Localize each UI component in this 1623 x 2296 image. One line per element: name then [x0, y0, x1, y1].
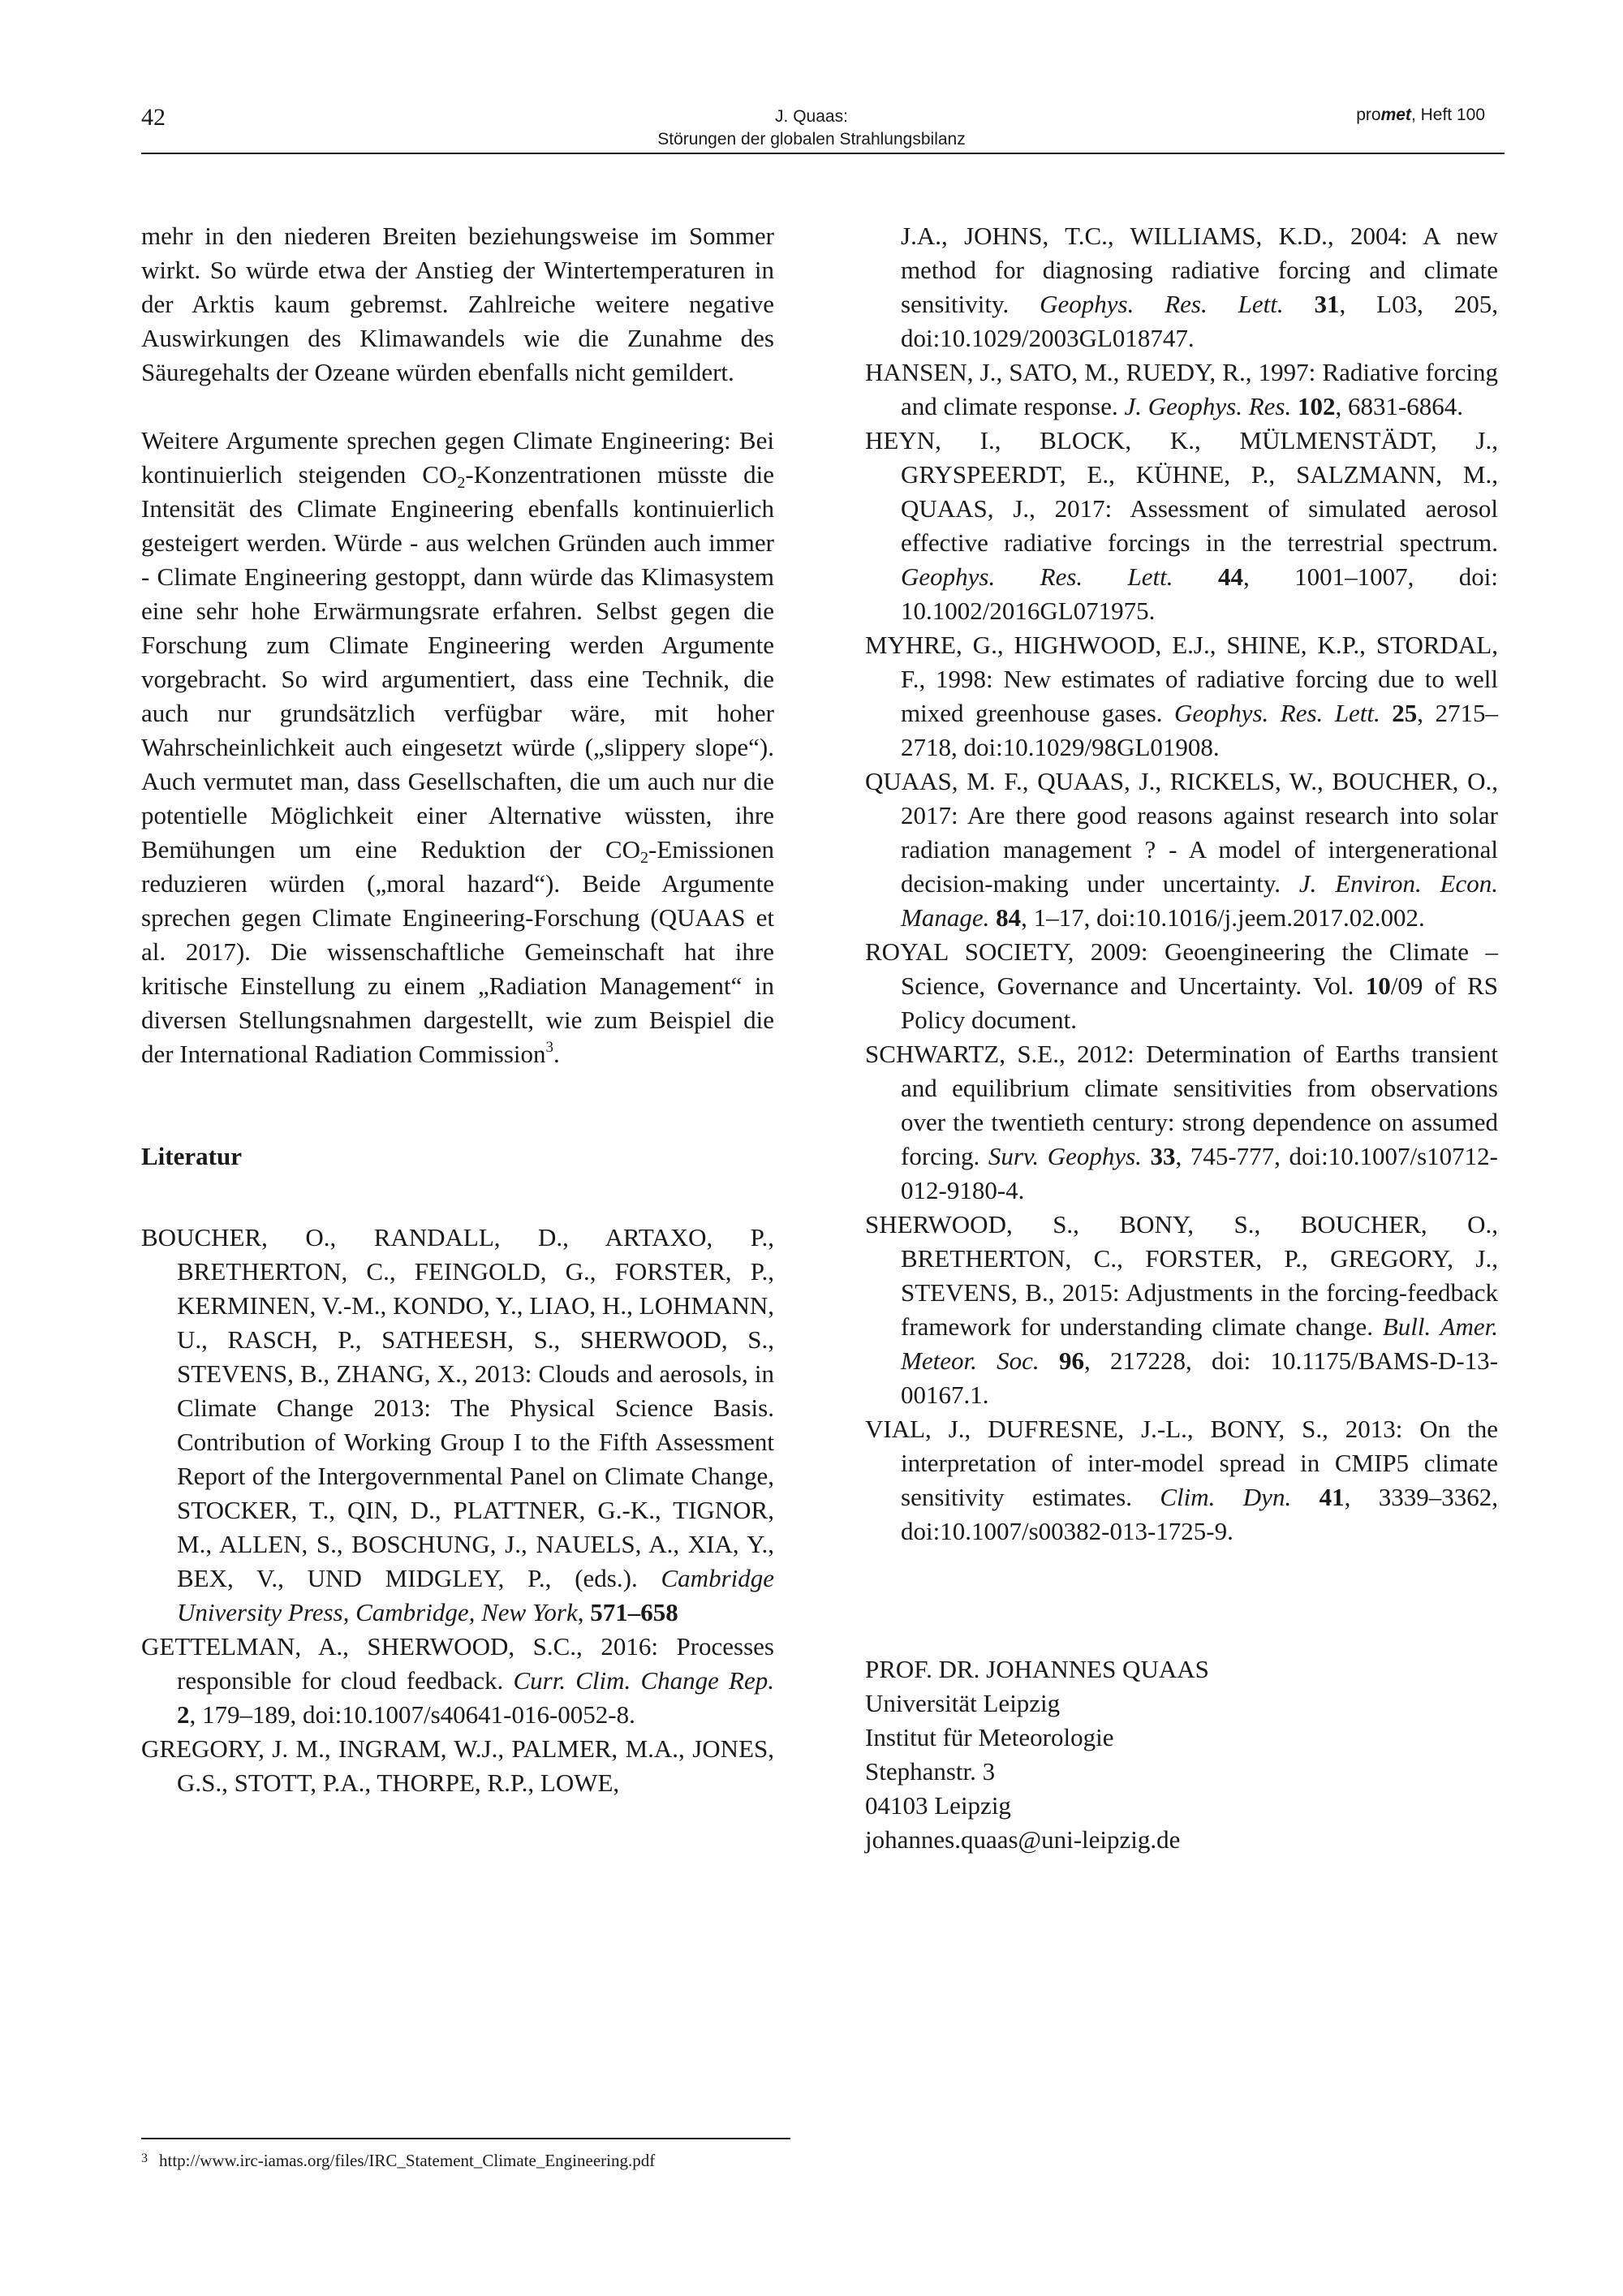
reference-item: GETTELMAN, A., SHERWOOD, S.C., 2016: Processes responsible for cloud feedback. Curr. Clim. Change Rep. 2, 179–189, doi:10.1007/s40641-016-0052-8.	[141, 1632, 774, 1729]
reference-item: QUAAS, M. F., QUAAS, J., RICKELS, W., BOUCHER, O., 2017: Are there good reasons against research into solar radiation management ? - A model of intergenerational decision-making under uncertainty. J. Environ. Econ. Manage. 84, 1–17, doi:10.1016/j.jeem.2017.02.002.	[865, 767, 1498, 932]
author-street: Stephanstr. 3	[865, 1757, 996, 1786]
footnote	[141, 2147, 655, 2172]
footnote-ref[interactable]: 3	[545, 1039, 553, 1056]
journal-issue: , Heft 100	[1410, 106, 1485, 124]
reference-list-right	[865, 219, 1498, 1549]
footnote-mark: 3	[141, 2152, 148, 2165]
reference-list-left	[141, 1221, 774, 1800]
footnote-rule	[141, 2138, 790, 2139]
running-head-author: J. Quaas:	[775, 107, 848, 126]
left-column	[141, 219, 774, 1800]
journal-mark	[1356, 106, 1485, 125]
header-rule	[141, 153, 1505, 154]
reference-item: ROYAL SOCIETY, 2009: Geoengineering the Climate – Science, Governance and Uncertainty. Vol. 10/09 of RS Policy document.	[865, 937, 1498, 1034]
reference-item: BOUCHER, O., RANDALL, D., ARTAXO, P., BRETHERTON, C., FEINGOLD, G., FORSTER, P., KERMINEN, V.-M., KONDO, Y., LIAO, H., LOHMANN, U., RASCH, P., SATHEESH, S., SHERWOOD, S., STEVENS, B., ZHANG, X., 2013: Clouds and aerosols, in Climate Change 2013: The Physical Science Basis. Contribution of Working Group I to the Fifth Assessment Report of the Intergovernmental Panel on Climate Change, STOCKER, T., QIN, D., PLATTNER, G.-K., TIGNOR, M., ALLEN, S., BOSCHUNG, J., NAUELS, A., XIA, Y., BEX, V., UND MIDGLEY, P., (eds.). Cambridge University Press, Cambridge, New York, 571–658	[141, 1223, 774, 1626]
author-email[interactable]: johannes.quaas@uni-leipzig.de	[865, 1825, 1181, 1854]
author-city: 04103 Leipzig	[865, 1791, 1011, 1820]
right-column	[865, 219, 1498, 1857]
journal-logo: met	[1380, 106, 1411, 124]
journal-prefix: pro	[1356, 106, 1381, 124]
reference-item: VIAL, J., DUFRESNE, J.-L., BONY, S., 2013: On the interpretation of inter-model spread in CMIP5 climate sensitivity estimates. Clim. Dyn. 41, 3339–3362, doi:10.1007/s00382-013-1725-9.	[865, 1415, 1499, 1545]
running-head	[568, 106, 1055, 151]
footnote-url[interactable]: http://www.irc-iamas.org/files/IRC_Statement_Climate_Engineering.pdf	[159, 2151, 656, 2170]
reference-item: MYHRE, G., HIGHWOOD, E.J., SHINE, K.P., STORDAL, F., 1998: New estimates of radiative forcing due to well mixed greenhouse gases. Geophys. Res. Lett. 25, 2715–2718, doi:10.1029/98GL01908.	[865, 631, 1498, 761]
paragraph-1: mehr in den niederen Breiten beziehungsweise im Sommer wirkt. So würde etwa der Anstieg der Wintertemperaturen in der Arktis kaum gebremst. Zahlreiche weitere negative Auswirkungen des Klimawandels wie die Zunahme des Säuregehalts der Ozeane würden ebenfalls nicht gemildert.	[141, 222, 774, 386]
author-institute: Institut für Meteorologie	[865, 1723, 1114, 1751]
reference-item: HEYN, I., BLOCK, K., MÜLMENSTÄDT, J., GRYSPEERDT, E., KÜHNE, P., SALZMANN, M., QUAAS, J., 2017: Assessment of simulated aerosol effective radiative forcings in the terrestrial spectrum. Geophys. Res. Lett. 44, 1001–1007, doi: 10.1002/2016GL071975.	[865, 426, 1498, 625]
paragraph-2: Weitere Argumente sprechen gegen Climate Engineering: Bei kontinuierlich steigenden $CO_2$-Konzentrationen müsste die Intensität des Climate Engineering ebenfalls kontinuierlich gesteigert werden. Würde - aus welchen Gründen auch immer - Climate Engineering gestoppt, dann würde das Klimasystem eine sehr hohe Erwärmungsrate erfahren. Selbst gegen die Forschung zum Climate Engineering werden Argumente vorgebracht. So wird argumentiert, dass eine Technik, die auch nur grundsätzlich verfügbar wäre, mit hoher Wahrscheinlichkeit auch eingesetzt würde („slippery slope“). Auch vermutet man, dass Gesellschaften, die um auch nur die potentielle Möglichkeit einer Alternative wüssten, ihre Bemühungen um eine Reduktion der $CO_2$-Emissionen reduzieren würden („moral hazard“). Beide Argumente sprechen gegen Climate Engineering-Forschung (QUAAS et al. 2017). Die wissenschaftliche Gemeinschaft hat ihre kritische Einstellung zu einem „Radiation Management“ in diversen Stellungsnahmen dargestellt, wie zum Beispiel die der International Radiation Commission$^3$.	[141, 426, 774, 1068]
reference-item: GREGORY, J. M., INGRAM, W.J., PALMER, M.A., JONES, G.S., STOTT, P.A., THORPE, R.P., LOWE,	[141, 1734, 774, 1797]
running-head-title: Störungen der globalen Strahlungsbilanz	[657, 130, 966, 149]
reference-item-continued: J.A., JOHNS, T.C., WILLIAMS, K.D., 2004: A new method for diagnosing radiative forcing and climate sensitivity. Geophys. Res. Lett. 31, L03, 205, doi:10.1029/2003GL018747.	[901, 222, 1498, 352]
literature-heading: Literatur	[141, 1142, 242, 1170]
reference-item: SHERWOOD, S., BONY, S., BOUCHER, O., BRETHERTON, C., FORSTER, P., GREGORY, J., STEVENS, B., 2015: Adjustments in the forcing-feedback framework for understanding climate change. Bull. Amer. Meteor. Soc. 96, 217228, doi: 10.1175/BAMS-D-13-00167.1.	[865, 1210, 1498, 1409]
page-header	[0, 0, 1623, 162]
author-name: PROF. DR. JOHANNES QUAAS	[865, 1655, 1209, 1683]
reference-item: HANSEN, J., SATO, M., RUEDY, R., 1997: Radiative forcing and climate response. J. Geophys. Res. 102, 6831-6864.	[865, 358, 1498, 420]
reference-item: SCHWARTZ, S.E., 2012: Determination of Earths transient and equilibrium climate sensitivities from observations over the twentieth century: strong dependence on assumed forcing. Surv. Geophys. 33, 745-777, doi:10.1007/s10712-012-9180-4.	[865, 1040, 1498, 1204]
page-number: 42	[141, 104, 166, 131]
author-university: Universität Leipzig	[865, 1689, 1061, 1717]
author-address	[865, 1652, 1498, 1857]
